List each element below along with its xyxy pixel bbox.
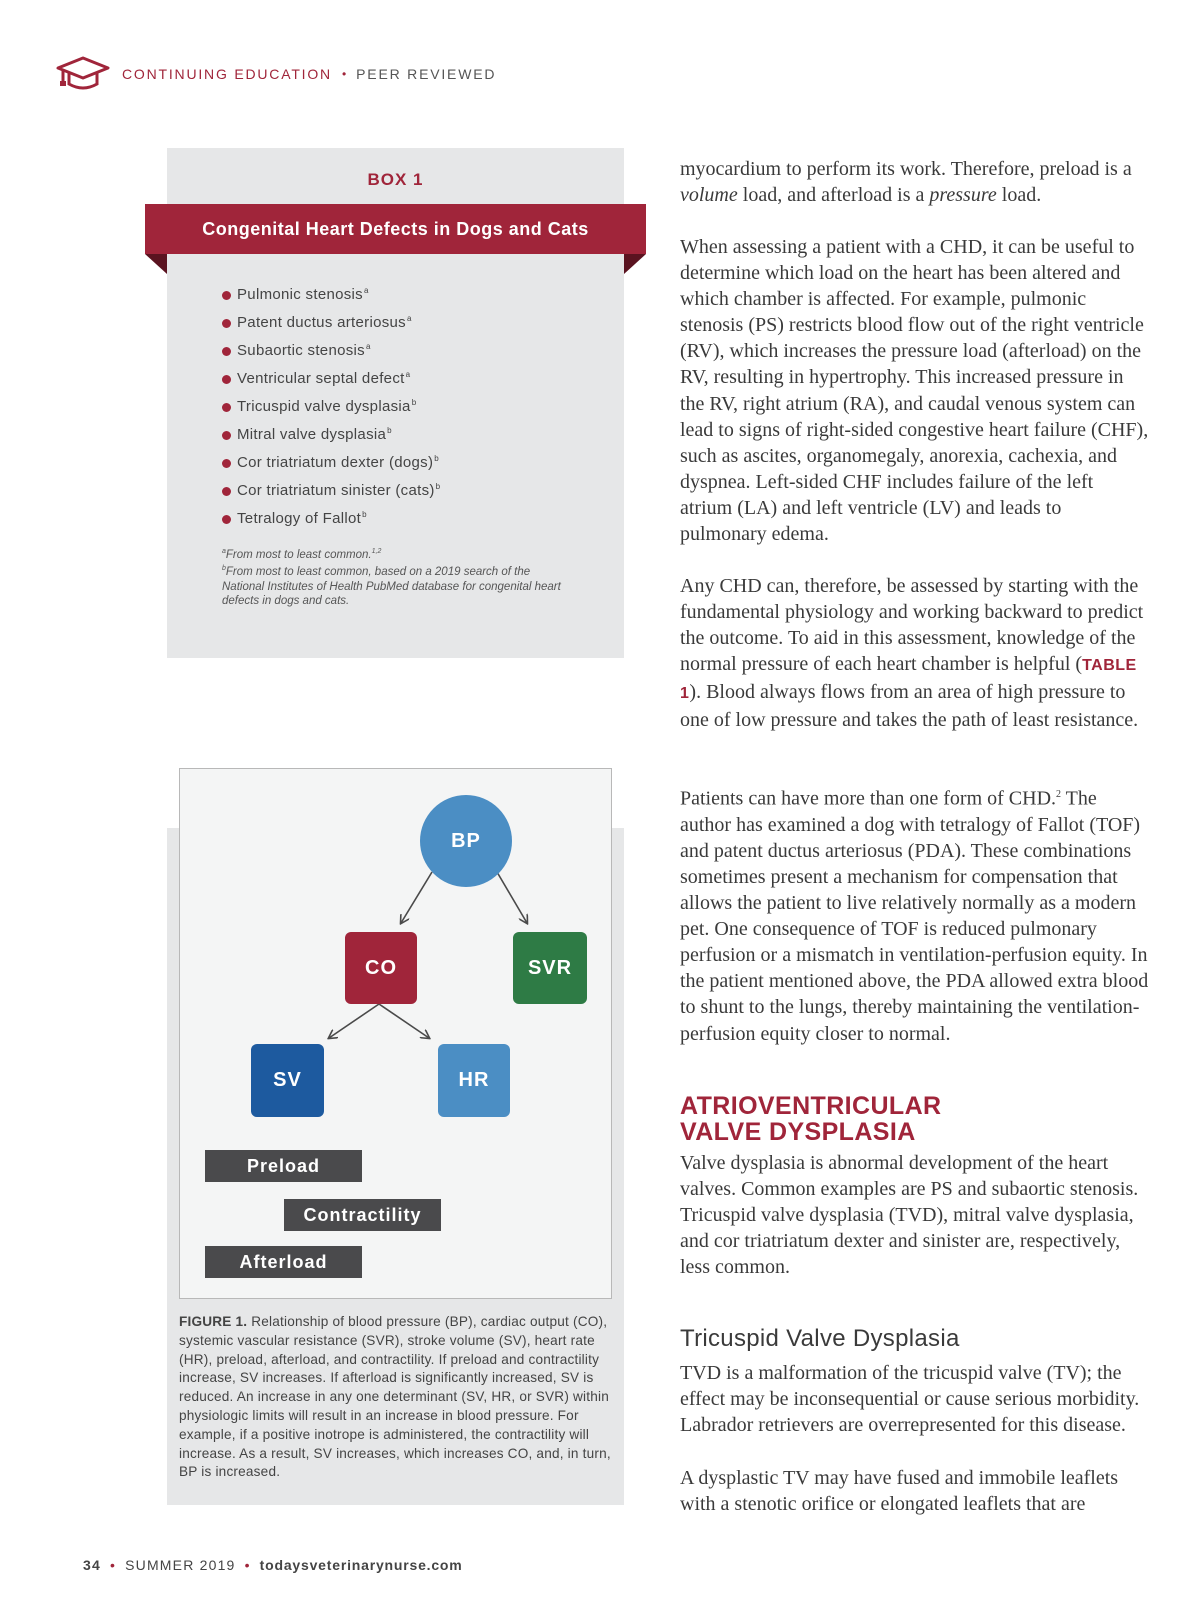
page-footer	[83, 1557, 463, 1573]
arrow-bp-co	[401, 872, 432, 923]
node-hr: HR	[438, 1044, 510, 1117]
box1-title: Congenital Heart Defects in Dogs and Cats	[202, 218, 589, 239]
footer-separator: •	[244, 1557, 251, 1573]
page-number: 34	[83, 1557, 101, 1573]
box1-label: BOX 1	[367, 170, 424, 189]
article-paragraph-3: Any CHD can, therefore, be assessed by starting with the fundamental physiology and working backward to predict the outcome. To aid in this assessment, knowledge of the normal pressure of each heart chamber is helpful (TABLE 1). Blood always flows from an area of high pressure to one of low pressure and takes the path of least resistance.	[680, 575, 1144, 732]
bullet-icon	[222, 459, 231, 468]
list-item: Tetralogy of Fallot $^b$	[222, 510, 440, 538]
node-svr: SVR	[513, 932, 587, 1004]
box1-footnotes	[222, 545, 572, 609]
page-header	[56, 54, 496, 94]
list-item: Subaortic stenosis $^a$	[222, 342, 440, 370]
article-paragraph-1: myocardium to perform its work. Therefore, preload is a volume load, and afterload is a pressure load.	[680, 158, 1132, 207]
bullet-icon	[222, 375, 231, 384]
ribbon-fold-left	[145, 254, 167, 274]
contractility-bar: Contractility	[284, 1199, 441, 1231]
preload-bar: Preload	[205, 1150, 362, 1182]
graduation-cap-icon	[56, 54, 110, 94]
list-item: Cor triatriatum dexter (dogs) $^b$	[222, 454, 440, 482]
node-bp: BP	[420, 795, 512, 887]
bullet-icon	[222, 487, 231, 496]
node-co: CO	[345, 932, 417, 1004]
list-item: Tricuspid valve dysplasia $^b$	[222, 398, 440, 426]
list-item: Pulmonic stenosis $^a$	[222, 286, 440, 314]
defect-list	[222, 286, 440, 538]
article-paragraph-7: A dysplastic TV may have fused and immobile leaflets with a stenotic orifice or elongated leaflets that are	[680, 1467, 1119, 1516]
list-item: Cor triatriatum sinister (cats) $^b$	[222, 482, 440, 510]
bullet-icon	[222, 515, 231, 524]
heading-tricuspid-valve-dysplasia: Tricuspid Valve Dysplasia	[680, 1325, 960, 1352]
article-paragraph-5: Valve dysplasia is abnormal development of the heart valves. Common examples are PS and subaortic stenosis. Tricuspid valve dysplasia (TVD), mitral valve dysplasia, and cor triatriatum dexter and sinister are, respectively, less common.	[680, 1152, 1139, 1279]
bullet-icon	[222, 291, 231, 300]
figure1-caption-text: Relationship of blood pressure (BP), cardiac output (CO), systemic vascular resistance (SVR), stroke volume (SV), heart rate (HR), preload, afterload, and contractility. If preload and contractility increase, SV increases. If afterload is significantly increased, SV is reduced. An increase in any one determinant (SV, HR, or SVR) within physiologic limits will result in an increase in blood pressure. For example, if a positive inotrope is administered, the contractility will increase. As a result, SV increases, which increases CO, and, in turn, BP is increased.	[179, 1314, 611, 1480]
footnote-b: $^b$From most to least common, based on a 2019 search of the National Institutes of Health PubMed database for congenital heart defects in dogs and cats.	[222, 565, 561, 608]
article-paragraph-2: When assessing a patient with a CHD, it can be useful to determine which load on the heart has been altered and which chamber is affected. For example, pulmonic stenosis (PS) restricts blood flow out of the right ventricle (RV), which increases the pressure load (afterload) on the RV, resulting in hypertrophy. This increased pressure in the RV, right atrium (RA), and caudal venous system can lead to signs of right-sided congestive heart failure (CHF), such as ascites, organomegaly, anorexia, cachexia, and dyspnea. Left-sided CHF includes failure of the left atrium (LA) and left ventricle (LV) and leads to pulmonary edema.	[680, 236, 1149, 546]
website-link[interactable]: todaysveterinarynurse.com	[259, 1557, 463, 1573]
article-paragraph-6: TVD is a malformation of the tricuspid valve (TV); the effect may be inconsequential or cause serious morbidity. Labrador retrievers are overrepresented for this disease.	[680, 1362, 1140, 1437]
peer-reviewed-label: PEER REVIEWED	[356, 66, 497, 82]
figure1-caption	[179, 1313, 612, 1482]
bullet-icon	[222, 431, 231, 440]
list-item: Ventricular septal defect $^a$	[222, 370, 440, 398]
table1-reference-link[interactable]: TABLE 1	[680, 657, 1137, 703]
footer-separator: •	[109, 1557, 117, 1573]
afterload-bar: Afterload	[205, 1246, 362, 1278]
list-item: Mitral valve dysplasia $^b$	[222, 426, 440, 454]
bullet-icon	[222, 403, 231, 412]
header-separator: •	[341, 67, 347, 81]
node-sv: SV	[251, 1044, 324, 1117]
arrow-bp-svr	[497, 872, 527, 923]
figure1-caption-label: FIGURE 1.	[179, 1314, 248, 1329]
footnote-a: $^a$From most to least common.$^{1,2}$	[222, 548, 382, 561]
heading-atrioventricular-valve-dysplasia: ATRIOVENTRICULAR VALVE DYSPLASIA	[680, 1092, 942, 1146]
section-label: CONTINUING EDUCATION	[122, 66, 332, 82]
arrow-co-sv	[329, 1004, 379, 1038]
bullet-icon	[222, 319, 231, 328]
box1-title-ribbon	[145, 204, 646, 254]
article-paragraph-4: Patients can have more than one form of CHD.$^2$ The author has examined a dog with tetralogy of Fallot (TOF) and patent ductus arteriosus (PDA). These combinations sometimes present a mechanism for compensation that allows the patient to live relatively normally as a modern pet. One consequence of TOF is reduced pulmonary perfusion or a mismatch in ventilation-perfusion equity. In the patient mentioned above, the PDA allowed extra blood to shunt to the lungs, thereby maintaining the ventilation-perfusion equity closer to normal.	[680, 787, 1149, 1045]
ribbon-fold-right	[624, 254, 646, 274]
issue-label: SUMMER 2019	[125, 1557, 236, 1573]
arrow-co-hr	[379, 1004, 429, 1038]
bullet-icon	[222, 347, 231, 356]
list-item: Patent ductus arteriosus $^a$	[222, 314, 440, 342]
